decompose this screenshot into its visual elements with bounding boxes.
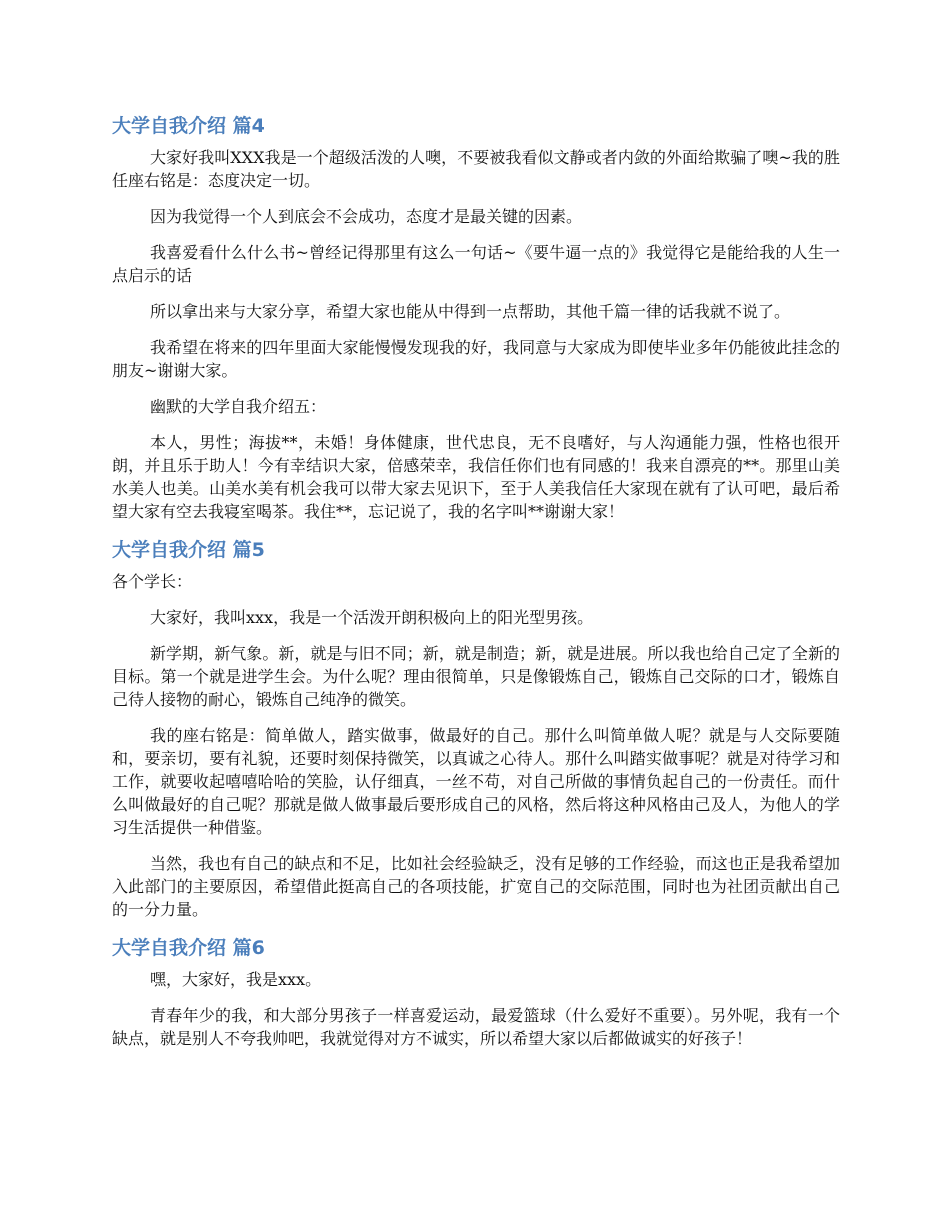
paragraph: 嘿，大家好，我是xxx。: [150, 970, 322, 989]
paragraph: 本人，男性；海拔**，未婚！身体健康，世代忠良，无不良嗜好，与人沟通能力强，性格也很开朗，并且乐于助人！今有幸结识大家，倍感荣幸，我信任你们也有同感的！我来自漂亮的**。那里山美水美人也美。山美水美有机会我可以带大家去见识下，至于人美我信任大家现在就有了认可吧，最后希望大家有空去我寝室喝茶。我住**，忘记说了，我的名字叫**谢谢大家！: [112, 433, 840, 521]
paragraph: 我喜爱看什么什么书~曾经记得那里有这么一句话~《要牛逼一点的》我觉得它是能给我的人生一点启示的话: [112, 243, 840, 285]
paragraph: 我希望在将来的四年里面大家能慢慢发现我的好，我同意与大家成为即使毕业多年仍能彼此挂念的朋友~谢谢大家。: [112, 338, 840, 380]
section-4: [112, 112, 840, 523]
paragraph: 幽默的大学自我介绍五：: [150, 397, 327, 416]
paragraph: 因为我觉得一个人到底会不会成功，态度才是最关键的因素。: [150, 207, 583, 226]
paragraph: 我的座右铭是：简单做人，踏实做事，做最好的自己。那什么叫简单做人呢？就是与人交际要随和，要亲切，要有礼貌，还要时刻保持微笑，以真诚之心待人。那什么叫踏实做事呢？就是对待学习和工作，就要收起嘻嘻哈哈的笑脸，认仔细真，一丝不苟，对自己所做的事情负起自己的一份责任。而什么叫做最好的自己呢？那就是做人做事最后要形成自己的风格，然后将这种风格由己及人，为他人的学习生活提供一种借鉴。: [112, 726, 840, 837]
section-6: [112, 934, 840, 1050]
greeting: 各个学长：: [112, 572, 193, 591]
section-heading: 大学自我介绍 篇5: [112, 539, 265, 561]
paragraph: 大家好我叫XXX我是一个超级活泼的人噢，不要被我看似文静或者内敛的外面给欺骗了噢~我的胜任座右铭是：态度决定一切。: [112, 148, 840, 190]
document-page: [112, 108, 840, 1063]
section-heading: 大学自我介绍 篇4: [112, 115, 265, 137]
paragraph: 当然，我也有自己的缺点和不足，比如社会经验缺乏，没有足够的工作经验，而这也正是我希望加入此部门的主要原因，希望借此挺高自己的各项技能，扩宽自己的交际范围，同时也为社团贡献出自己的一分力量。: [112, 854, 840, 919]
paragraph: 青春年少的我，和大部分男孩子一样喜爱运动，最爱篮球（什么爱好不重要）。另外呢，我有一个缺点，就是别人不夸我帅吧，我就觉得对方不诚实，所以希望大家以后都做诚实的好孩子！: [112, 1006, 840, 1048]
paragraph: 新学期，新气象。新，就是与旧不同；新，就是制造；新，就是进展。所以我也给自己定了全新的目标。第一个就是进学生会。为什么呢？理由很简单，只是像锻炼自己，锻炼自己交际的口才，锻炼自己待人接物的耐心，锻炼自己纯净的微笑。: [112, 644, 840, 709]
paragraph: 大家好，我叫xxx，我是一个活泼开朗积极向上的阳光型男孩。: [150, 608, 594, 627]
section-heading: 大学自我介绍 篇6: [112, 937, 265, 959]
paragraph: 所以拿出来与大家分享，希望大家也能从中得到一点帮助，其他千篇一律的话我就不说了。: [150, 302, 791, 321]
section-5: [112, 536, 840, 921]
